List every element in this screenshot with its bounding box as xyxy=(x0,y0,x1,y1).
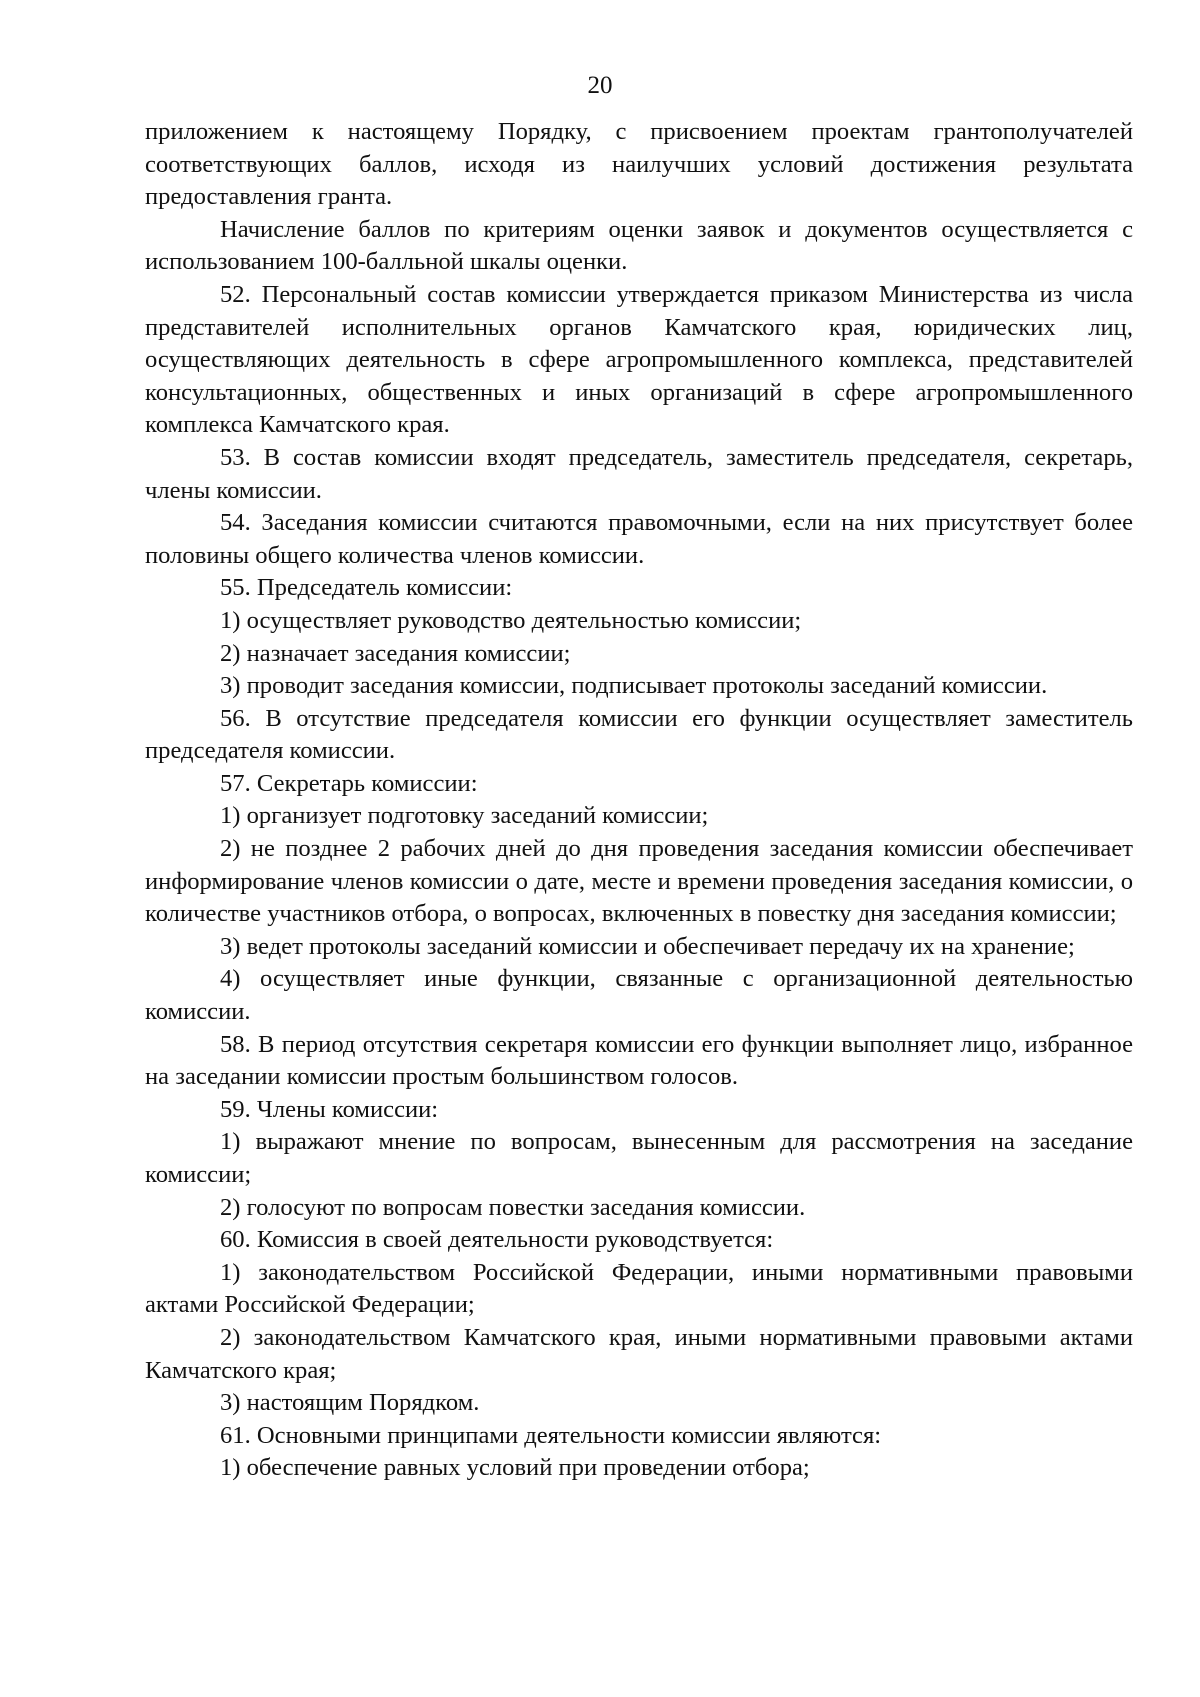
paragraph: 61. Основными принципами деятельности комиссии являются: xyxy=(220,1421,882,1449)
paragraph: 2) назначает заседания комиссии; xyxy=(220,639,571,667)
paragraph: 60. Комиссия в своей деятельности руководствуется: xyxy=(220,1226,774,1254)
paragraph: 59. Члены комиссии: xyxy=(220,1095,439,1123)
paragraph: 3) проводит заседания комиссии, подписывает протоколы заседаний комиссии. xyxy=(220,672,1048,700)
paragraph: 2) законодательством Камчатского края, иными нормативными правовыми актами Камчатского края; xyxy=(145,1323,1133,1384)
paragraph: 52. Персональный состав комиссии утверждается приказом Министерства из числа представителей исполнительных органов Камчатского края, юридических лиц, осуществляющих деятельность в сфере агропромышленного комплекса, представителей консультационных, общественных и иных организаций в сфере агропромышленного комплекса Камчатского края. xyxy=(145,280,1133,439)
paragraph: 53. В состав комиссии входят председатель, заместитель председателя, секретарь, члены комиссии. xyxy=(145,443,1133,504)
paragraph: 1) организует подготовку заседаний комиссии; xyxy=(220,802,709,830)
paragraph: 2) не позднее 2 рабочих дней до дня проведения заседания комиссии обеспечивает информирование членов комиссии о дате, месте и времени проведения заседания комиссии, о количестве участников отбора, о вопросах, включенных в повестку дня заседания комиссии; xyxy=(145,835,1133,928)
paragraph: 54. Заседания комиссии считаются правомочными, если на них присутствует более половины общего количества членов комиссии. xyxy=(145,509,1133,569)
document-body xyxy=(145,116,1133,1485)
paragraph: 55. Председатель комиссии: xyxy=(220,574,513,602)
paragraph: 56. В отсутствие председателя комиссии его функции осуществляет заместитель председателя комиссии. xyxy=(145,704,1133,765)
paragraph: 1) обеспечение равных условий при проведении отбора; xyxy=(220,1454,810,1482)
paragraph: 57. Секретарь комиссии: xyxy=(220,769,478,797)
paragraph: приложением к настоящему Порядку, с присвоением проектам грантополучателей соответствующих баллов, исходя из наилучших условий достижения результата предоставления гранта. xyxy=(145,118,1133,211)
paragraph: 4) осуществляет иные функции, связанные с организационной деятельностью комиссии. xyxy=(145,965,1133,1026)
paragraph: 1) осуществляет руководство деятельностью комиссии; xyxy=(220,606,802,634)
page-number: 20 xyxy=(587,72,613,99)
paragraph: 1) законодательством Российской Федерации, иными нормативными правовыми актами Российской Федерации; xyxy=(145,1258,1133,1319)
paragraph: 3) настоящим Порядком. xyxy=(220,1389,480,1417)
paragraph: 2) голосуют по вопросам повестки заседания комиссии. xyxy=(220,1193,806,1221)
paragraph: 58. В период отсутствия секретаря комиссии его функции выполняет лицо, избранное на заседании комиссии простым большинством голосов. xyxy=(145,1030,1133,1091)
paragraph: Начисление баллов по критериям оценки заявок и документов осуществляется с использованием 100-балльной шкалы оценки. xyxy=(145,215,1133,276)
paragraph: 3) ведет протоколы заседаний комиссии и обеспечивает передачу их на хранение; xyxy=(220,932,1075,960)
paragraph: 1) выражают мнение по вопросам, вынесенным для рассмотрения на заседание комиссии; xyxy=(145,1128,1133,1188)
